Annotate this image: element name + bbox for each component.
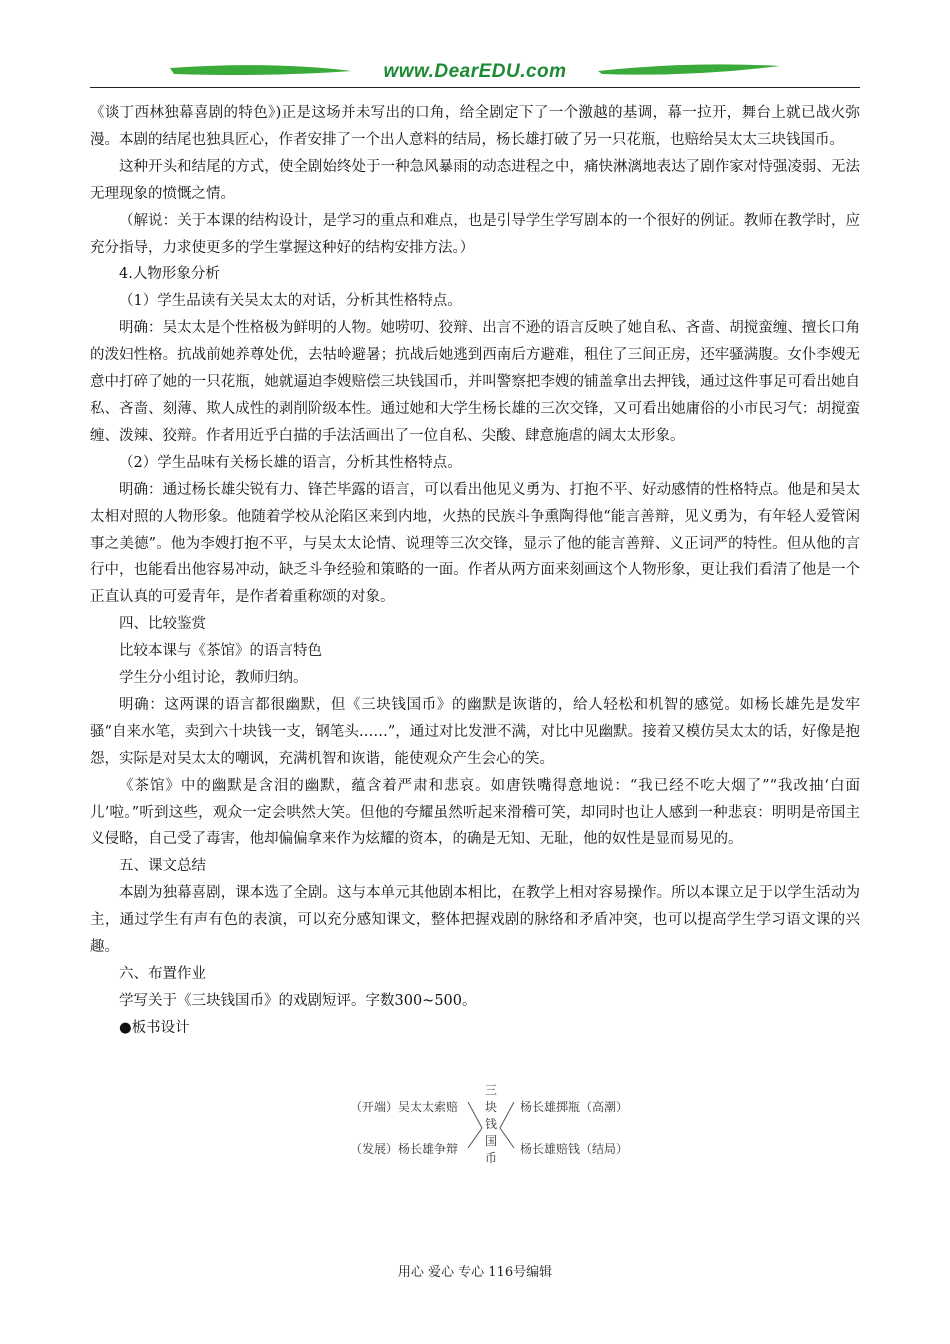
board-center-char: 三 — [484, 1083, 497, 1097]
board-center-char: 钱 — [484, 1117, 497, 1131]
board-center-char: 块 — [484, 1100, 497, 1114]
page-header — [90, 58, 860, 90]
paragraph: 明确：吴太太是个性格极为鲜明的人物。她唠叨、狡辩、出言不逊的语言反映了她自私、吝啬、胡搅蛮缠、擅长口角的泼妇性格。抗战前她养尊处优，去牯岭避暑；抗战后她逃到西南后方避难，租住了三间正房，还牢骚满腹。女仆李嫂无意中打碎了她的一只花瓶，她就逼迫李嫂赔偿三块钱国币，并叫警察把李嫂的铺盖拿出去押钱，通过这件事足可看出她自私、吝啬、刻薄、欺人成性的剥削阶级本性。通过她和大学生杨长雄的三次交锋，又可看出她庸俗的小市民习气：胡搅蛮缠、泼辣、狡辩。作者用近乎白描的手法活画出了一位自私、尖酸、肆意施虐的阔太太形象。 — [90, 320, 860, 444]
paragraph: 《谈丁西林独幕喜剧的特色》)正是这场并未写出的口角，给全剧定下了一个激越的基调，幕一拉开，舞台上就已战火弥漫。本剧的结尾也独具匠心，作者安排了一个出人意料的结局，杨长雄打破了另一只花瓶，也赔给吴太太三块钱国币。 — [90, 105, 860, 148]
logo-text[interactable]: www.DearEDU.com — [383, 61, 567, 82]
board-right-top: 杨长雄掷瓶（高潮） — [520, 1100, 629, 1114]
paragraph: 明确：这两课的语言都很幽默，但《三块钱国币》的幽默是诙谐的，给人轻松和机智的感觉。如杨长雄先是发牢骚“自来水笔，卖到六十块钱一支，钢笔头……”，通过对比发泄不满，对比中见幽默。接着又模仿吴太太的话，好像是抱怨，实际是对吴太太的嘲讽，充满机智和诙谐，能使观众产生会心的笑。 — [90, 696, 860, 767]
paragraph: 比较本课与《茶馆》的语言特色 — [119, 643, 322, 660]
paragraph: 六、布置作业 — [119, 966, 206, 982]
paragraph: 五、课文总结 — [119, 858, 206, 875]
board-left-bottom: （发展）杨长雄争辩 — [350, 1142, 459, 1156]
blackboard-design-diagram — [340, 1082, 640, 1176]
paragraph: 明确：通过杨长雄尖锐有力、锋芒毕露的语言，可以看出他见义勇为、打抱不平、好动感情的性格特点。他是和吴太太相对照的人物形象。他随着学校从沦陷区来到内地，火热的民族斗争熏陶得他“能言善辩，见义勇为，有年轻人爱管闲事之美德”。他为李嫂打抱不平，与吴太太论情、说理等三次交锋，显示了他的能言善辩、义正词严的特性。但从他的言行中，也能看出他容易冲动，缺乏斗争经验和策略的一面。作者从两方面来刻画这个人物形象，更让我们看清了他是一个正直认真的可爱青年，是作者着重称颂的对象。 — [90, 481, 860, 606]
board-left-top: （开端）吴太太索赔 — [350, 1100, 459, 1114]
paragraph: 《茶馆》中的幽默是含泪的幽默，蕴含着严肃和悲哀。如唐铁嘴得意地说：“我已经不吃大烟了”“我改抽‘白面儿’啦。”听到这些，观众一定会哄然大笑。但他的夸耀虽然听起来滑稽可笑，却同时也让人感到一种悲哀：明明是帝国主义侵略，自己受了毒害，他却偏偏拿来作为炫耀的资本，的确是无知、无耻，他的奴性是显而易见的。 — [90, 777, 860, 848]
paragraph: （解说：关于本课的结构设计，是学习的重点和难点，也是引导学生学写剧本的一个很好的例证。教师在教学时，应充分指导，力求使更多的学生掌握这种好的结构安排方法。） — [90, 212, 860, 256]
paragraph: 本剧为独幕喜剧，课本选了全剧。这与本单元其他剧本相比，在教学上相对容易操作。所以本课立足于以学生活动为主，通过学生有声有色的表演，可以充分感知课文，整体把握戏剧的脉络和矛盾冲突，也可以提高学生学习语文课的兴趣。 — [90, 885, 860, 956]
board-right-bottom: 杨长雄赔钱（结局） — [520, 1142, 629, 1156]
paragraph: ●板书设计 — [119, 1019, 190, 1036]
paragraph: （2）学生品味有关杨长雄的语言，分析其性格特点。 — [119, 454, 462, 471]
board-center-char: 国 — [484, 1134, 497, 1148]
page-footer: 用心 爱心 专心 116号编辑 — [397, 1265, 553, 1280]
board-center-char: 币 — [484, 1151, 497, 1165]
header-divider — [90, 87, 860, 88]
paragraph: 4.人物形象分析 — [119, 266, 220, 283]
paragraph: 这种开头和结尾的方式，使全剧始终处于一种急风暴雨的动态进程之中，痛快淋漓地表达了剧作家对恃强凌弱、无法无理现象的愤慨之情。 — [90, 158, 860, 202]
paragraph: （1）学生品读有关吴太太的对话，分析其性格特点。 — [119, 293, 462, 310]
paragraph: 四、比较鉴赏 — [119, 616, 206, 633]
paragraph: 学写关于《三块钱国币》的戏剧短评。字数300~500。 — [119, 992, 477, 1009]
paragraph: 学生分小组讨论，教师归纳。 — [119, 670, 308, 687]
document-body — [90, 100, 860, 1042]
